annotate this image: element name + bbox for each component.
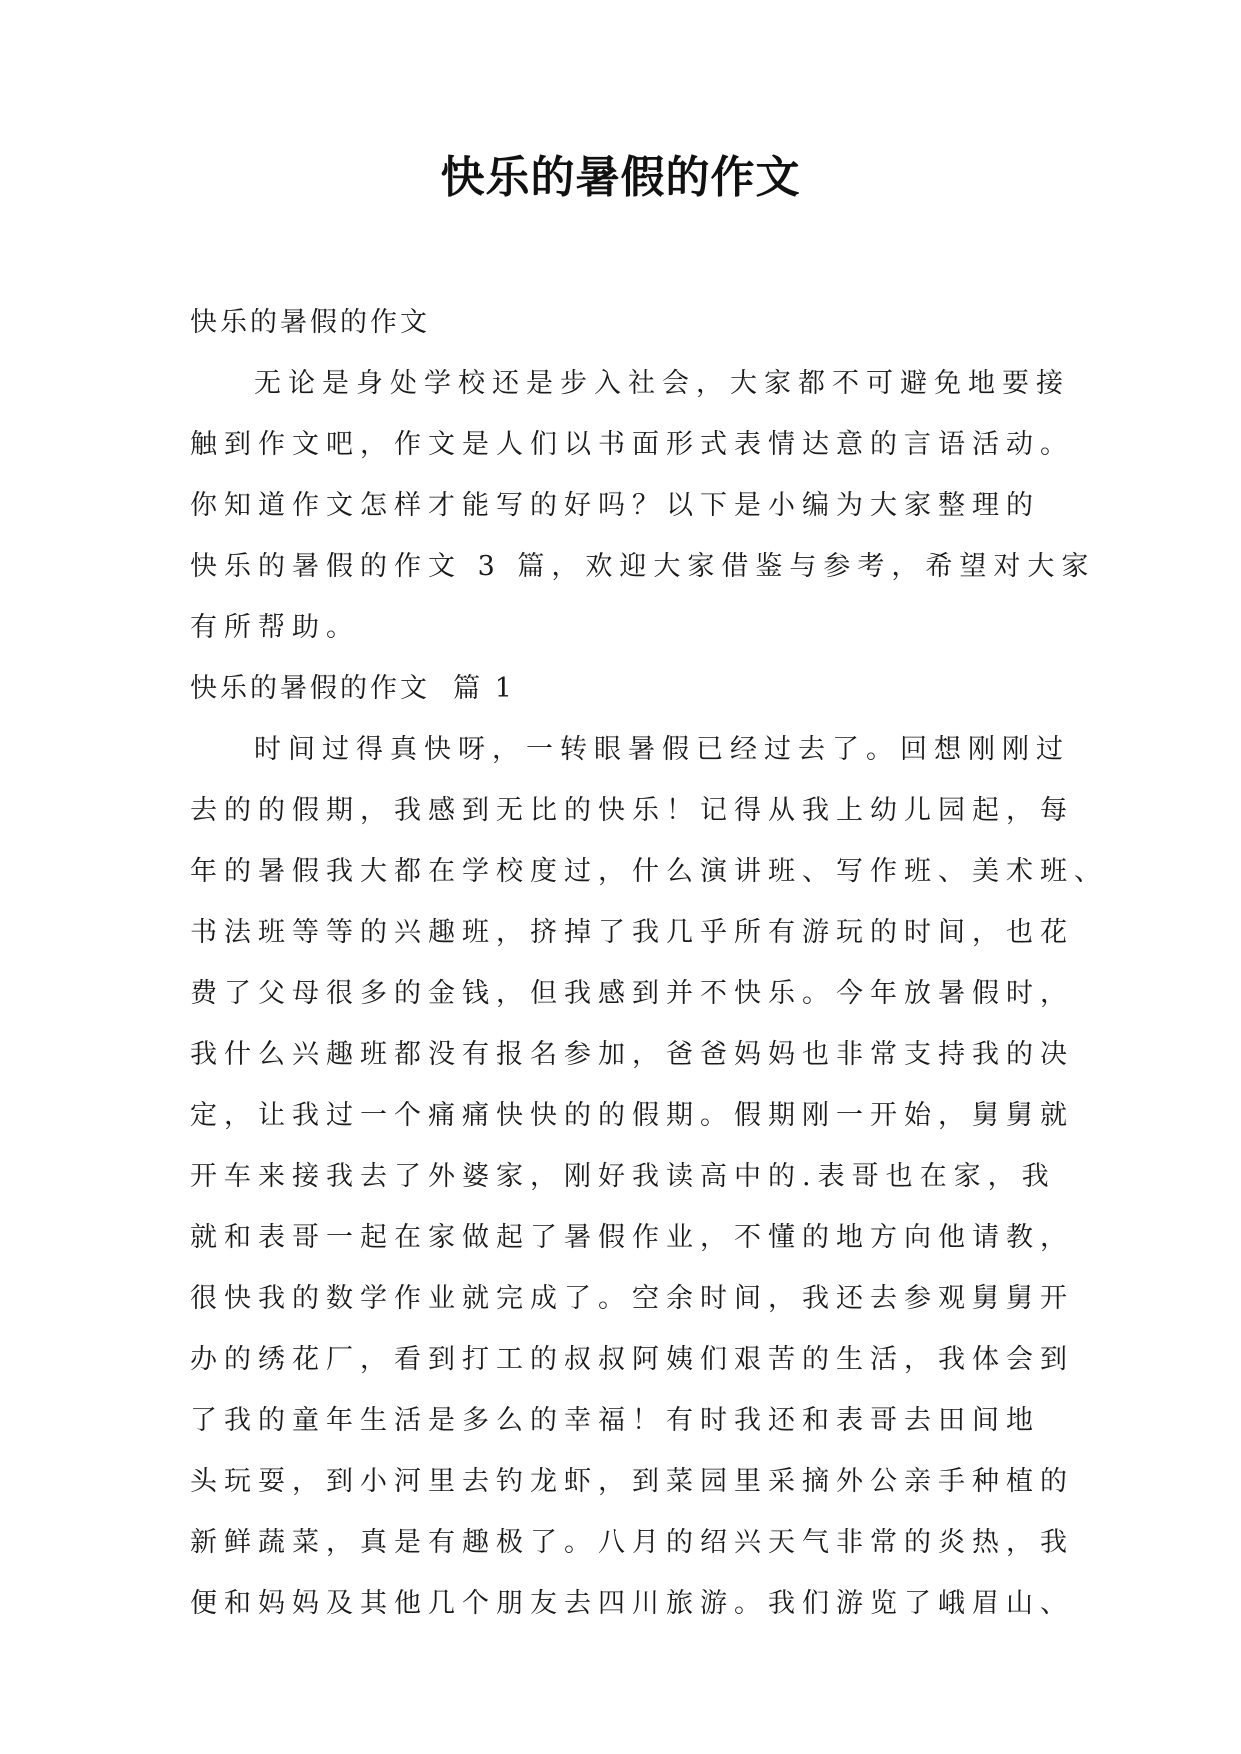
document-subtitle: 快乐的暑假的作文 bbox=[190, 307, 430, 338]
intro-paragraph bbox=[190, 353, 1096, 658]
paragraph-line: 费了父母很多的金钱，但我感到并不快乐。今年放暑假时， bbox=[190, 978, 1074, 1009]
paragraph-line: 年的暑假我大都在学校度过，什么演讲班、写作班、美术班、 bbox=[190, 856, 1108, 887]
paragraph-line: 很快我的数学作业就完成了。空余时间，我还去参观舅舅开 bbox=[190, 1283, 1074, 1314]
paragraph-line: 头玩耍，到小河里去钓龙虾，到菜园里采摘外公亲手种植的 bbox=[190, 1466, 1074, 1497]
paragraph-line: 便和妈妈及其他几个朋友去四川旅游。我们游览了峨眉山、 bbox=[190, 1588, 1074, 1619]
document-body bbox=[190, 292, 1108, 1634]
paragraph-line: 定，让我过一个痛痛快快的的假期。假期刚一开始，舅舅就 bbox=[190, 1100, 1074, 1131]
paragraph-line: 你知道作文怎样才能写的好吗？以下是小编为大家整理的 bbox=[190, 490, 1040, 521]
paragraph-line: 书法班等等的兴趣班，挤掉了我几乎所有游玩的时间，也花 bbox=[190, 917, 1074, 948]
paragraph-line: 去的的假期，我感到无比的快乐！记得从我上幼儿园起，每 bbox=[190, 795, 1074, 826]
paragraph-line: 开车来接我去了外婆家，刚好我读高中的.表哥也在家，我 bbox=[190, 1161, 1056, 1192]
paragraph-line: 无论是身处学校还是步入社会，大家都不可避免地要接 bbox=[254, 368, 1070, 399]
paragraph-line: 快乐的暑假的作文 3 篇，欢迎大家借鉴与参考，希望对大家 bbox=[190, 551, 1096, 582]
body-paragraph bbox=[190, 719, 1108, 1634]
paragraph-line: 有所帮助。 bbox=[190, 612, 360, 643]
paragraph-line: 了我的童年生活是多么的幸福！有时我还和表哥去田间地 bbox=[190, 1405, 1040, 1436]
paragraph-line: 时间过得真快呀，一转眼暑假已经过去了。回想刚刚过 bbox=[254, 734, 1070, 765]
paragraph-line: 触到作文吧，作文是人们以书面形式表情达意的言语活动。 bbox=[190, 429, 1074, 460]
paragraph-line: 办的绣花厂，看到打工的叔叔阿姨们艰苦的生活，我体会到 bbox=[190, 1344, 1074, 1375]
paragraph-line: 新鲜蔬菜，真是有趣极了。八月的绍兴天气非常的炎热，我 bbox=[190, 1527, 1074, 1558]
page-title: 快乐的暑假的作文 bbox=[440, 152, 801, 203]
paragraph-line: 就和表哥一起在家做起了暑假作业，不懂的地方向他请教， bbox=[190, 1222, 1074, 1253]
section-heading: 快乐的暑假的作文 篇 1 bbox=[190, 673, 515, 704]
paragraph-line: 我什么兴趣班都没有报名参加，爸爸妈妈也非常支持我的决 bbox=[190, 1039, 1074, 1070]
